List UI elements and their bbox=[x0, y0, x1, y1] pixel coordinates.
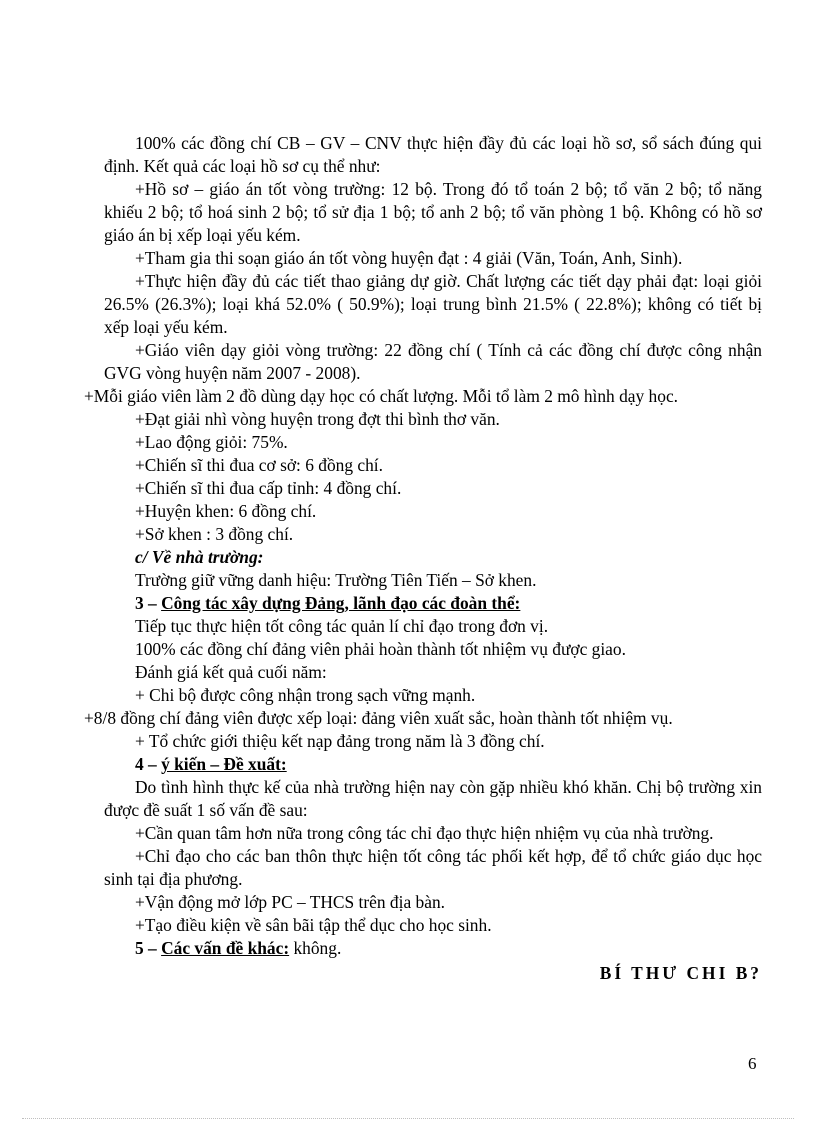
paragraph: +Cần quan tâm hơn nữa trong công tác chỉ đạo thực hiện nhiệm vụ của nhà trường. bbox=[135, 823, 714, 843]
paragraph: +Mỗi giáo viên làm 2 đồ dùng dạy học có chất lượng. Mỗi tổ làm 2 mô hình dạy học. bbox=[84, 386, 679, 406]
paragraph: + Tổ chức giới thiệu kết nạp đảng trong năm là 3 đồng chí. bbox=[135, 731, 545, 751]
paragraph: +Sở khen : 3 đồng chí. bbox=[135, 524, 294, 544]
section-heading-c: c/ Về nhà trường: bbox=[135, 547, 264, 567]
section-heading-4 bbox=[104, 753, 762, 776]
paragraph: +Chiến sĩ thi đua cấp tỉnh: 4 đồng chí. bbox=[135, 478, 402, 498]
paragraph: Do tình hình thực kế của nhà trường hiện nay còn gặp nhiều khó khăn. Chị bộ trường xin được đề suất 1 số vấn đề sau: bbox=[104, 777, 762, 820]
section-heading-3 bbox=[104, 592, 762, 615]
heading-number: 5 – bbox=[135, 938, 162, 958]
paragraph: +8/8 đồng chí đảng viên được xếp loại: đảng viên xuất sắc, hoàn thành tốt nhiệm vụ. bbox=[84, 708, 673, 728]
paragraph: +Chỉ đạo cho các ban thôn thực hiện tốt công tác phối kết hợp, để tổ chức giáo dục học sinh tại địa phương. bbox=[104, 846, 762, 889]
heading-title: Các vấn đề khác: bbox=[161, 938, 290, 958]
paragraph: Đánh giá kết quả cuối năm: bbox=[135, 662, 327, 682]
paragraph: +Huyện khen: 6 đồng chí. bbox=[135, 501, 317, 521]
document-body bbox=[84, 132, 762, 985]
paragraph: +Giáo viên dạy giỏi vòng trường: 22 đồng chí ( Tính cả các đồng chí được công nhận GVG vòng huyện năm 2007 - 2008). bbox=[104, 340, 762, 383]
paragraph: +Hồ sơ – giáo án tốt vòng trường: 12 bộ. Trong đó tổ toán 2 bộ; tổ văn 2 bộ; tổ năng khiếu 2 bộ; tổ hoá sinh 2 bộ; tổ sử địa 1 bộ; tổ anh 2 bộ; tổ văn phòng 1 bộ. Không có hồ sơ giáo án bị xếp loại yếu kém. bbox=[104, 179, 762, 245]
paragraph: + Chi bộ được công nhận trong sạch vững mạnh. bbox=[135, 685, 476, 705]
paragraph: +Vận động mở lớp PC – THCS trên địa bàn. bbox=[135, 892, 445, 912]
paragraph: +Đạt giải nhì vòng huyện trong đợt thi bình thơ văn. bbox=[135, 409, 500, 429]
heading-rest: không. bbox=[289, 938, 342, 958]
section-heading-5 bbox=[104, 937, 762, 960]
footer-divider bbox=[22, 1118, 794, 1119]
paragraph: 100% các đồng chí CB – GV – CNV thực hiện đầy đủ các loại hồ sơ, sổ sách đúng qui định. Kết quả các loại hồ sơ cụ thể như: bbox=[104, 133, 762, 176]
paragraph: Trường giữ vững danh hiệu: Trường Tiên Tiến – Sở khen. bbox=[135, 570, 537, 590]
heading-title: Công tác xây dựng Đảng, lãnh đạo các đoàn thể: bbox=[161, 593, 521, 613]
paragraph: +Lao động giỏi: 75%. bbox=[135, 432, 288, 452]
paragraph: +Thực hiện đầy đủ các tiết thao giảng dự giờ. Chất lượng các tiết dạy phải đạt: loại giỏi 26.5% (26.3%); loại khá 52.0% ( 50.9%); loại trung bình 21.5% ( 22.8%); không có tiết bị xếp loại yếu kém. bbox=[104, 271, 762, 337]
page-number: 6 bbox=[748, 1054, 757, 1073]
paragraph: +Chiến sĩ thi đua cơ sở: 6 đồng chí. bbox=[135, 455, 383, 475]
signature: BÍ THƯ CHI B? bbox=[599, 963, 762, 983]
heading-number: 3 – bbox=[135, 593, 162, 613]
paragraph: 100% các đồng chí đảng viên phải hoàn thành tốt nhiệm vụ được giao. bbox=[135, 639, 626, 659]
heading-title: ý kiến – Đề xuất: bbox=[161, 754, 287, 774]
heading-number: 4 – bbox=[135, 754, 162, 774]
paragraph: Tiếp tục thực hiện tốt công tác quản lí chỉ đạo trong đơn vị. bbox=[135, 616, 549, 636]
paragraph: +Tạo điều kiện về sân bãi tập thể dục cho học sinh. bbox=[135, 915, 492, 935]
paragraph: +Tham gia thi soạn giáo án tốt vòng huyện đạt : 4 giải (Văn, Toán, Anh, Sinh). bbox=[135, 248, 683, 268]
